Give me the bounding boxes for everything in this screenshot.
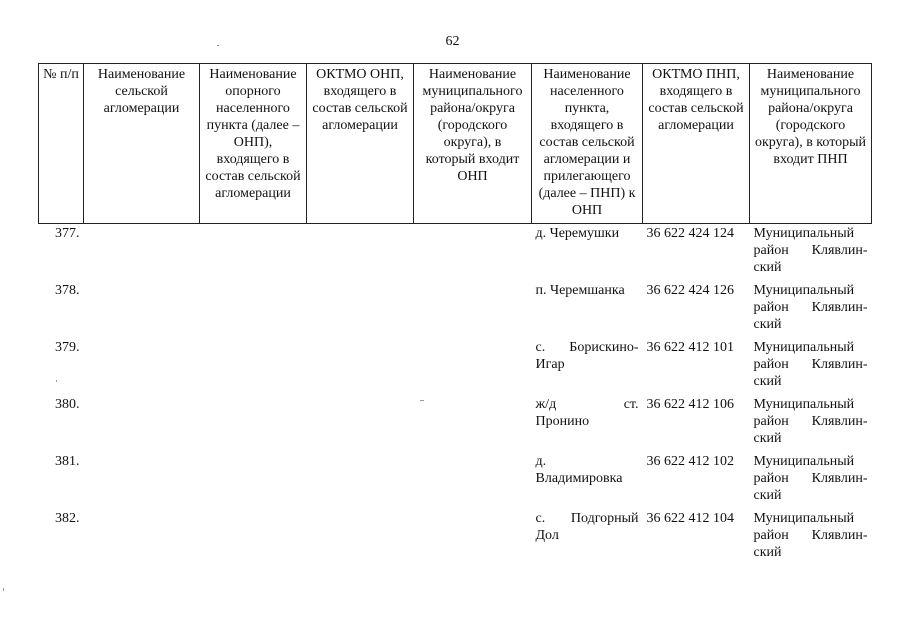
cell-pnp-district [750, 224, 872, 282]
cell-pnp-name [532, 452, 643, 509]
cell-onp-oktmo [307, 452, 414, 509]
cell-pnp-oktmo: 36 622 424 126 [646, 283, 734, 298]
table-row [39, 281, 872, 338]
district-line-3: ский [753, 488, 782, 503]
cell-agglomeration [84, 509, 200, 566]
cell-agglomeration [84, 281, 200, 338]
row-number: 377. [55, 226, 80, 241]
district-line-1: Муниципальный [753, 283, 855, 298]
pnp-name-line-2: Игар [535, 357, 565, 372]
cell-pnp-oktmo: 36 622 412 102 [646, 454, 734, 469]
district-line-2: район Клявлин- [753, 300, 868, 315]
district-line-1: Муниципальный [753, 340, 855, 355]
table-header-row [39, 64, 872, 224]
cell-pnp-district [750, 338, 872, 395]
cell-onp-oktmo [307, 224, 414, 282]
cell-pnp-district [750, 452, 872, 509]
page-number: 62 [445, 34, 460, 49]
cell-agglomeration [84, 452, 200, 509]
district-line-2: район Клявлин- [753, 471, 868, 486]
cell-pnp-name [532, 224, 643, 282]
cell-onp-district [414, 452, 532, 509]
district-line-3: ский [753, 545, 782, 560]
header-onp-name: Наименование опорного населенного пункта (далее – ОНП), входящего в состав сельской агломерации [200, 64, 307, 224]
cell-pnp-name [532, 338, 643, 395]
row-number: 378. [55, 283, 80, 298]
agglomeration-table [38, 63, 872, 566]
header-agglomeration: Наименование сельской агломерации [84, 64, 200, 224]
cell-pnp-oktmo: 36 622 412 104 [646, 511, 734, 526]
cell-onp-name [200, 338, 307, 395]
cell-pnp-oktmo: 36 622 412 106 [646, 397, 734, 412]
pnp-name-line-1: п. Черемшанка [535, 283, 625, 298]
table-row [39, 452, 872, 509]
district-line-1: Муниципальный [753, 226, 855, 241]
district-line-1: Муниципальный [753, 397, 855, 412]
row-number: 379. [55, 340, 80, 355]
district-line-3: ский [753, 317, 782, 332]
cell-onp-district [414, 509, 532, 566]
cell-onp-oktmo [307, 338, 414, 395]
cell-agglomeration [84, 338, 200, 395]
header-pnp-district: Наименование муниципального района/округа (городского округа), в который входит ПНП [750, 64, 872, 224]
cell-onp-district [414, 395, 532, 452]
row-number: 381. [55, 454, 80, 469]
header-onp-district: Наименование муниципального района/округа (городского округа), в который входит ОНП [414, 64, 532, 224]
table-row [39, 509, 872, 566]
district-line-2: район Клявлин- [753, 243, 868, 258]
row-number: 382. [55, 511, 80, 526]
cell-onp-name [200, 224, 307, 282]
cell-onp-oktmo [307, 281, 414, 338]
cell-pnp-name [532, 395, 643, 452]
district-line-2: район Клявлин- [753, 357, 868, 372]
cell-onp-oktmo [307, 395, 414, 452]
scan-speck [3, 588, 4, 591]
cell-pnp-oktmo: 36 622 412 101 [646, 340, 734, 355]
pnp-name-line-2: Пронино [535, 414, 590, 429]
district-line-3: ский [753, 374, 782, 389]
district-line-2: район Клявлин- [753, 414, 868, 429]
cell-onp-name [200, 452, 307, 509]
cell-onp-district [414, 338, 532, 395]
cell-onp-oktmo [307, 509, 414, 566]
cell-pnp-district [750, 509, 872, 566]
table-row [39, 395, 872, 452]
header-num: № п/п [39, 64, 84, 224]
pnp-name-line-1: д. Черемушки [535, 226, 620, 241]
cell-pnp-oktmo: 36 622 424 124 [646, 226, 734, 241]
header-pnp-oktmo: ОКТМО ПНП, входящего в состав сельской агломерации [643, 64, 750, 224]
district-line-1: Муниципальный [753, 454, 855, 469]
cell-onp-name [200, 395, 307, 452]
header-pnp-name: Наименование населенного пункта, входящего в состав сельской агломерации и прилегающего (далее – ПНП) к ОНП [532, 64, 643, 224]
pnp-name-line-1: д. [535, 454, 547, 469]
cell-onp-name [200, 281, 307, 338]
cell-pnp-district [750, 281, 872, 338]
cell-pnp-district [750, 395, 872, 452]
district-line-1: Муниципальный [753, 511, 855, 526]
cell-onp-name [200, 509, 307, 566]
pnp-name-line-2: Владимировка [535, 471, 623, 486]
cell-pnp-name [532, 509, 643, 566]
pnp-name-line-1: с. Борискино- [535, 340, 639, 355]
district-line-2: район Клявлин- [753, 528, 868, 543]
table-row [39, 224, 872, 282]
district-line-3: ский [753, 431, 782, 446]
scan-speck [420, 400, 424, 401]
scan-speck [56, 380, 57, 382]
cell-onp-district [414, 281, 532, 338]
scan-speck [217, 45, 219, 46]
cell-agglomeration [84, 395, 200, 452]
row-number: 380. [55, 397, 80, 412]
district-line-3: ский [753, 260, 782, 275]
cell-pnp-name [532, 281, 643, 338]
pnp-name-line-1: с. Подгорный [535, 511, 639, 526]
table-row [39, 338, 872, 395]
pnp-name-line-2: Дол [535, 528, 559, 543]
cell-agglomeration [84, 224, 200, 282]
header-onp-oktmo: ОКТМО ОНП, входящего в состав сельской агломерации [307, 64, 414, 224]
cell-onp-district [414, 224, 532, 282]
pnp-name-line-1: ж/д ст. [535, 397, 639, 412]
